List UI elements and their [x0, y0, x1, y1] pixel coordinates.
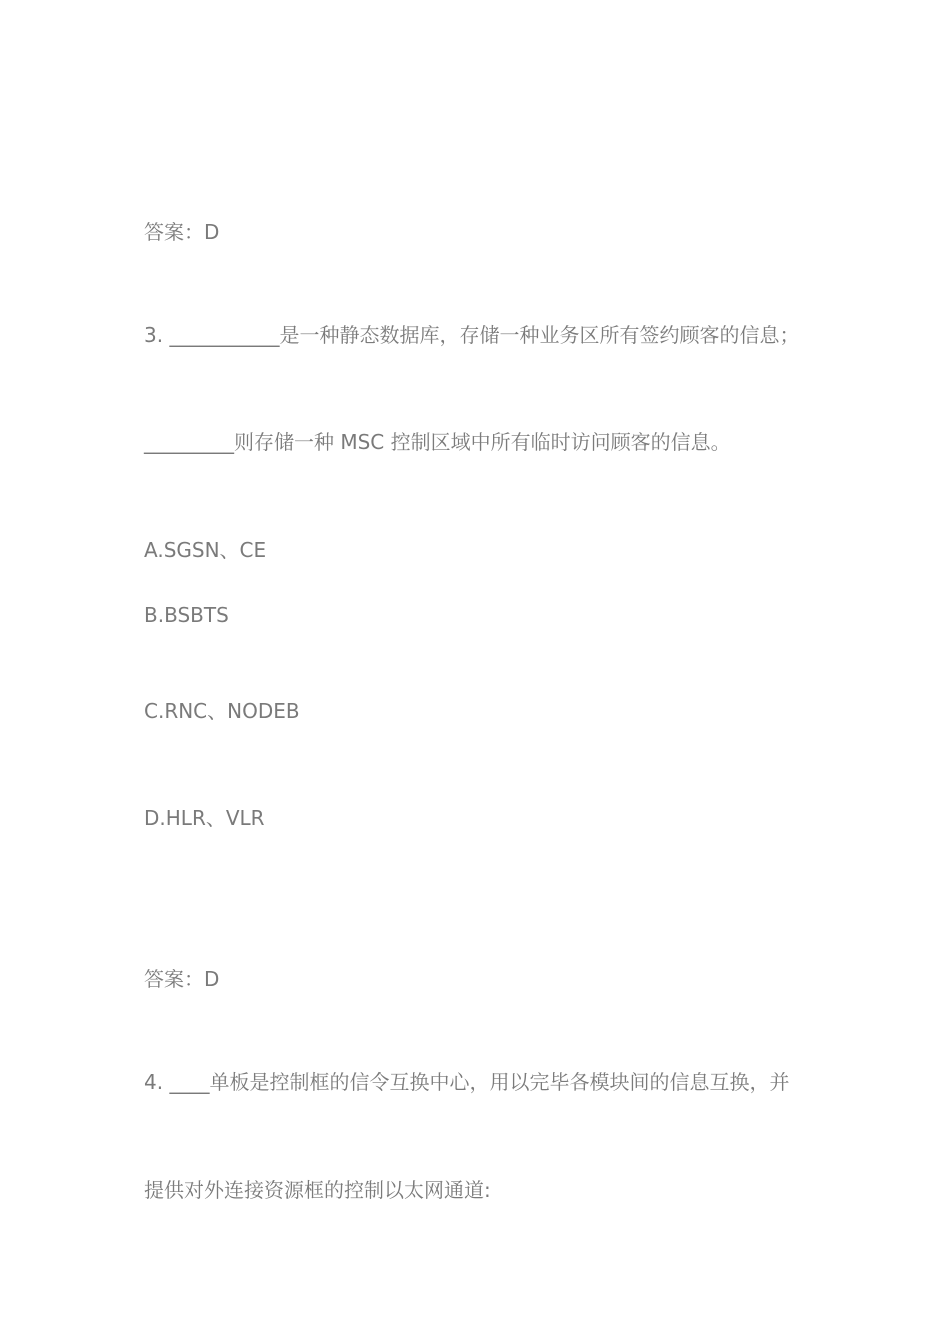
- answer-q2: 答案：D: [144, 220, 220, 244]
- option-c: C.RNC、NODEB: [144, 699, 300, 723]
- question-4-line-1: 4. ____单板是控制框的信令互换中心，用以完毕各模块间的信息互换，并: [144, 1070, 790, 1094]
- option-b: B.BSBTS: [144, 603, 229, 627]
- question-3-line-2: _________则存储一种 MSC 控制区域中所有临时访问顾客的信息。: [144, 430, 731, 454]
- question-3-line-1: 3. ___________是一种静态数据库，存储一种业务区所有签约顾客的信息；: [144, 323, 800, 347]
- option-a: A.SGSN、CE: [144, 538, 267, 562]
- option-d: D.HLR、VLR: [144, 806, 265, 830]
- answer-q3: 答案：D: [144, 967, 220, 991]
- question-4-line-2: 提供对外连接资源框的控制以太网通道:: [144, 1178, 491, 1202]
